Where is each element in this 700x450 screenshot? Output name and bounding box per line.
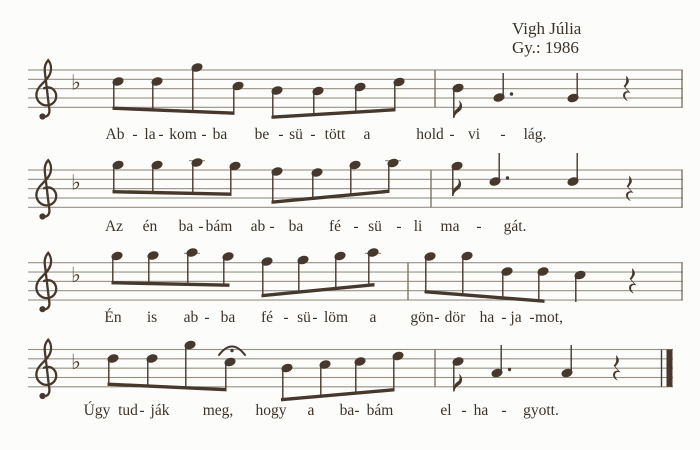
eighth-flag-icon [455,374,463,392]
note [353,356,366,394]
eighth-flag-icon [454,178,462,196]
note-stem [571,345,572,372]
lyric-hyphen: - [204,309,210,326]
note [310,167,323,199]
lyric-syllable: ba [212,126,228,143]
note [500,266,513,299]
note-stem [108,359,109,385]
barline [407,263,408,300]
staff-line [28,377,673,378]
note [231,80,244,114]
lyric-syllable: bám [205,218,233,235]
note-stem [425,257,426,293]
note-stem [502,272,503,299]
note-stem [388,164,389,193]
note [365,247,381,286]
note-stem [148,256,149,284]
staff-system [28,339,673,401]
lyric-syllable: gát. [503,218,527,235]
note [536,266,549,302]
lyric-hyphen: - [476,218,482,235]
staff-system [28,60,683,119]
lyric-syllable: ba [288,218,304,235]
treble-clef-icon [36,253,56,310]
lyric-syllable: ha [473,402,489,419]
note-stem [577,153,578,181]
note-stem [113,166,114,193]
lyric-hyphen: - [312,309,318,326]
lyric-hyphen: - [278,126,284,143]
lyric-syllable: is [146,309,158,326]
note [145,353,158,387]
staff-line [28,79,683,80]
lyric-syllable: el [440,402,452,419]
note [111,76,124,109]
lyric-syllable: sü [289,126,303,143]
note [221,251,234,286]
lyric-syllable: ba [220,309,236,326]
augmentation-dot [510,92,513,95]
lyric-syllable: hold [416,126,444,143]
note-stem [452,167,453,197]
beam [281,388,395,401]
lyric-syllable: ják [150,402,170,419]
note-stem [233,87,234,115]
lyric-syllable: löm [323,309,349,326]
note-stem [499,153,500,181]
lyric-syllable: kom [169,126,197,143]
lyric-syllable: ha [479,309,495,326]
lyric-hyphen: - [449,126,455,143]
note-stem [262,262,263,296]
note-stem [501,345,502,372]
note [190,62,203,113]
note [270,85,283,118]
barline [681,263,682,300]
note-stem [272,172,273,203]
note [391,350,404,390]
barline [434,70,435,107]
note [460,250,473,295]
lyric-syllable: én [142,218,158,235]
score-header [512,19,581,57]
lyric-syllable: sü [368,218,382,235]
note-stem [462,257,463,296]
lyric-hyphen: - [132,126,138,143]
barline [434,350,435,387]
note [228,160,241,195]
staff-line [28,290,683,291]
note [385,157,401,192]
note-stem [147,359,148,387]
note-stem [282,369,283,401]
lyric-syllable: a [363,126,371,143]
augmentation-dot [508,368,511,371]
staff-system [28,247,683,312]
collector-name: Vigh Júlia [512,19,582,38]
note [150,76,163,111]
note-stem [298,261,299,293]
lyric-syllable: tud [118,402,138,419]
lyric-syllable: tött [324,126,346,143]
note-stem [320,365,321,397]
final-barline-thick [667,350,673,387]
note-stem [577,73,578,97]
note-stem [453,89,454,119]
staff-line [28,262,683,263]
lyric-syllable: lág. [523,126,547,143]
note [106,353,119,385]
flat-sign-icon: ♭ [71,263,81,288]
note-stem [225,363,226,391]
note [573,269,586,302]
note [280,362,293,400]
note-stem [368,253,369,286]
lyric-syllable: li [413,218,423,235]
lyric-syllable: fé [260,309,274,326]
note [270,166,283,203]
note [450,160,463,196]
collection-year: Gy.: 1986 [512,38,579,57]
note [111,159,124,192]
note-stem [355,362,356,394]
staff-line [28,197,683,198]
staff-line [28,69,683,70]
note [451,82,464,118]
staff-line [28,299,683,300]
flat-sign-icon: ♭ [71,350,81,374]
note [353,81,366,113]
note-stem [312,173,313,199]
flat-sign-icon: ♭ [71,70,81,95]
beam [113,190,232,196]
staff-line [28,349,673,350]
note-stem [575,276,576,303]
lyric-syllable: ja [510,309,522,326]
lyric-hyphen: - [283,309,289,326]
barline [681,70,682,107]
lyric-hyphen: - [501,309,507,326]
lyric-syllable: sü [297,309,311,326]
note-stem [538,272,539,302]
final-barline-thin [661,350,662,387]
lyric-hyphen: - [139,402,145,419]
beam [272,108,396,119]
lyric-syllable: ab [183,309,199,326]
lyric-syllable: Úgy [83,402,111,419]
note-stem [185,346,186,389]
note-stem [350,166,351,196]
note-stem [394,83,395,111]
treble-clef-blob [39,393,45,399]
barline [681,170,682,207]
note [184,247,200,285]
beam [272,190,390,204]
eighth-flag-icon [455,100,463,118]
lyric-syllable: fé [328,218,342,235]
note [183,339,196,388]
lyric-hyphen: - [529,309,535,326]
treble-clef-icon [36,340,56,397]
lyric-syllable: vi [467,126,481,143]
lyric-syllable: Ab [105,126,125,143]
staff-line [28,368,673,369]
lyric-syllable: ba [339,402,355,419]
staff-system [28,153,683,220]
lyric-syllable: gön [410,309,434,326]
treble-clef-icon [36,160,56,217]
fermata-dot [230,349,233,352]
note-stem [335,257,336,290]
note-stem [313,92,314,116]
note [392,76,405,110]
note [492,73,513,103]
treble-clef-blob [39,213,45,219]
note-stem [152,82,153,111]
staff-line [28,188,683,189]
lyric-hyphen: - [269,218,275,235]
note-stem [230,167,231,196]
note [333,250,346,289]
note-stem [272,91,273,118]
lyric-syllable: be [254,126,270,143]
lyric-hyphen: - [354,402,360,419]
lyric-syllable: gyott. [523,402,559,419]
lyric-syllable: bám [366,402,394,419]
barline [430,170,431,207]
staff-line [28,169,683,170]
beam [425,290,545,303]
lyric-syllable: Az [104,218,124,235]
note-stem [355,88,356,114]
lyric-hyphen: - [434,309,440,326]
note-stem [393,357,394,391]
treble-clef-blob [39,306,45,312]
staff-line [28,207,683,208]
lyric-syllable: ab [250,218,266,235]
lyric-hyphen: - [461,402,467,419]
note [146,250,159,285]
note [110,250,123,283]
treble-clef-blob [39,113,45,119]
lyric-syllable: dör [444,309,466,326]
lyric-hyphen: - [201,126,207,143]
note [296,254,309,293]
note-stem [152,166,153,194]
note-stem [192,68,193,112]
lyric-syllable: a [307,402,315,419]
note-stem [187,253,188,285]
lyric-syllable: mot, [535,309,563,326]
note-stem [453,362,454,392]
note [451,356,464,392]
augmentation-dot [506,176,509,179]
lyric-hyphen: - [500,126,506,143]
staff-line [28,358,673,359]
lyric-syllable: ma [440,218,460,235]
note-stem [112,257,113,284]
note-stem [192,163,193,194]
lyric-hyphen: - [396,218,402,235]
lyric-hyphen: - [501,402,507,419]
lyric-hyphen: - [353,218,359,235]
note-stem [503,73,504,97]
note-stem [113,82,114,109]
lyric-syllable: hogy [255,402,287,419]
note [348,159,361,195]
lyric-hyphen: - [310,126,316,143]
flat-sign-icon: ♭ [71,170,81,195]
lyric-syllable: Én [104,309,122,326]
lyric-syllable: a [369,309,377,326]
lyric-syllable: meg, [202,402,234,419]
lyric-hyphen: - [158,126,164,143]
note [311,85,324,115]
staff-line [28,179,683,180]
lyric-syllable: la [144,126,156,143]
treble-clef-icon [36,60,56,117]
note-stem [223,257,224,286]
lyric-hyphen: - [198,218,204,235]
lyric-syllable: ba [178,218,194,235]
